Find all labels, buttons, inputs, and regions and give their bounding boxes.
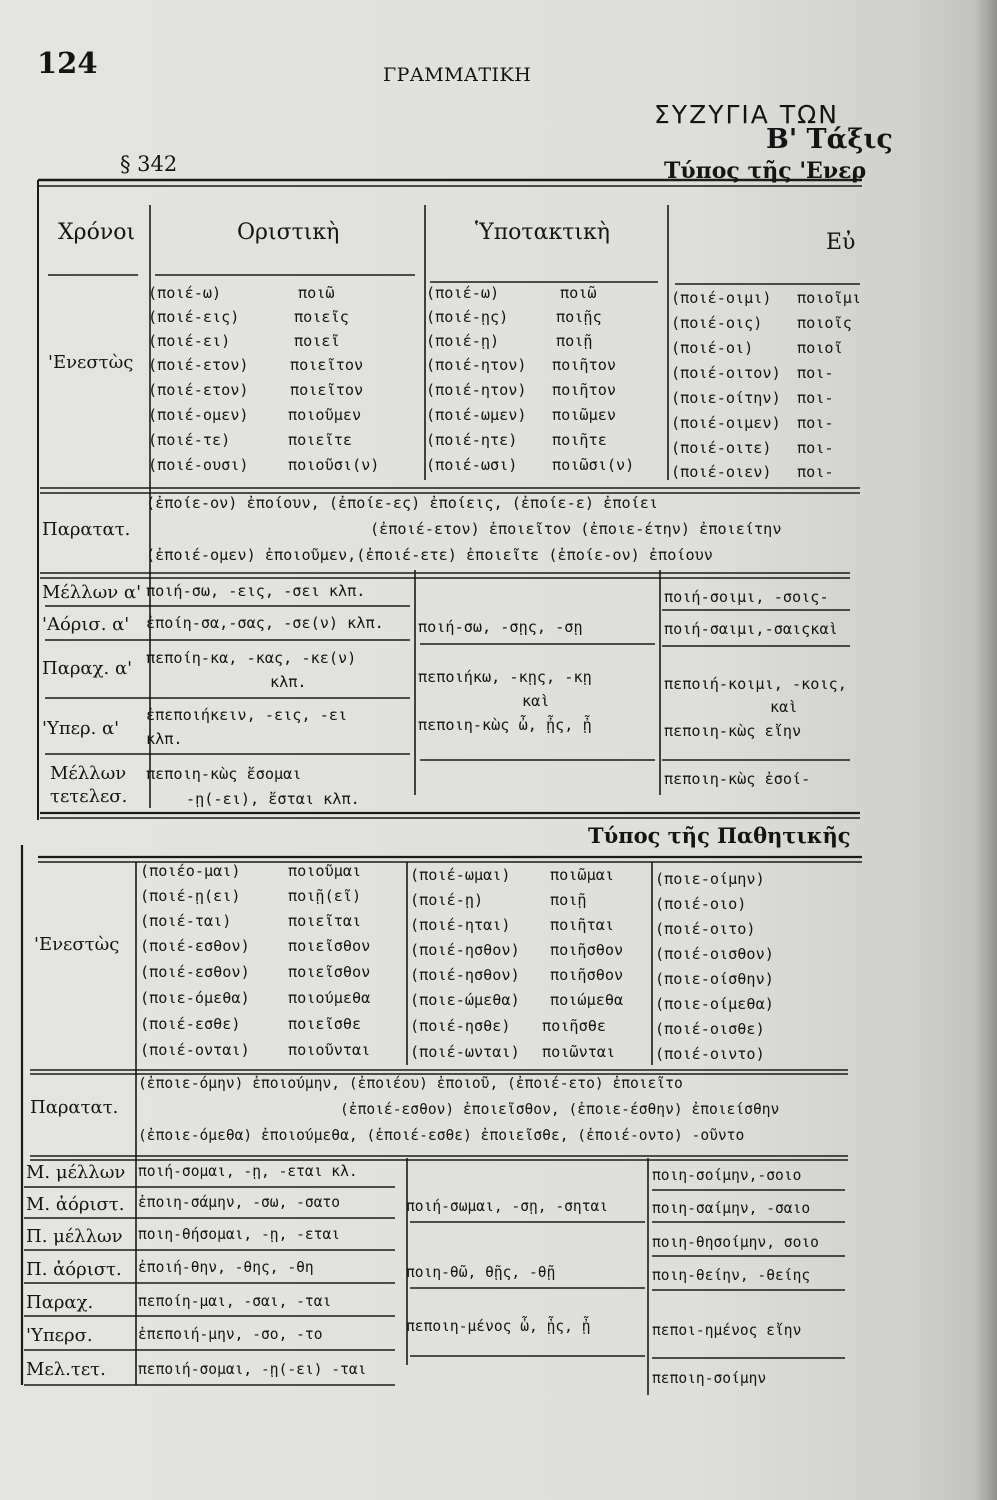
active-ind-contr-2: ποιεῖς xyxy=(294,308,349,326)
passive-row-ind-6: ἐπεποιή-μην, -σο, -το xyxy=(138,1326,323,1343)
active-ind-open-2: (ποιέ-εις) xyxy=(148,308,240,326)
passive-row-ind-1: ποιή-σομαι, -ῃ, -εται κλ. xyxy=(138,1163,358,1180)
active-perfect-ind-1: πεποίη-κα, -κας, -κε(ν) xyxy=(146,649,357,667)
active-ind-contr-5: ποιεῖτον xyxy=(290,381,364,399)
passive-opt-open-3: (ποιέ-οιτο) xyxy=(655,920,756,938)
active-subj-contr-4: ποιῆτον xyxy=(552,356,617,374)
header-optative: Εὐ xyxy=(826,230,856,255)
active-perfect-ind-2: κλπ. xyxy=(270,673,307,691)
passive-subj-open-6: (ποιε-ώμεθα) xyxy=(410,991,520,1009)
passive-opt-open-8: (ποιέ-οιντο) xyxy=(655,1045,765,1063)
active-opt-contr-4: ποι- xyxy=(797,364,834,382)
passive-opt-open-2: (ποιέ-οιο) xyxy=(655,895,747,913)
passive-imperfect-line-2: (ἐποιέ-εσθον) ἐποιεῖσθον, (ἐποιε-έσθην) ἐποιείσθην xyxy=(340,1101,780,1118)
active-opt-contr-3: ποιοῖ xyxy=(797,339,843,357)
active-subj-contr-5: ποιῆτον xyxy=(552,381,617,399)
active-subj-open-7: (ποιέ-ητε) xyxy=(426,431,518,449)
active-subj-contr-7: ποιῆτε xyxy=(552,431,607,449)
passive-row-label-7: Μελ.τετ. xyxy=(26,1359,106,1380)
passive-subj-open-1: (ποιέ-ωμαι) xyxy=(410,866,511,884)
passive-subj-open-7: (ποιέ-ησθε) xyxy=(410,1017,511,1035)
passive-subj-open-2: (ποιέ-ῃ) xyxy=(410,891,484,909)
passive-row-label-4: Π. ἀόριστ. xyxy=(26,1259,122,1280)
active-subj-open-1: (ποιέ-ω) xyxy=(426,284,500,302)
active-opt-contr-7: ποι- xyxy=(797,439,834,457)
active-opt-contr-6: ποι- xyxy=(797,414,834,432)
passive-ind-contr-2: ποιῇ(εῖ) xyxy=(288,887,362,905)
active-aorist-opt: ποιή-σαιμι,-σαιςκαὶ xyxy=(664,620,838,638)
title-line-2: Β' Τάξις xyxy=(766,124,893,155)
active-ind-open-7: (ποιέ-τε) xyxy=(148,431,231,449)
active-imperfect-line-2: (ἐποιέ-ετον) ἐποιεῖτον (ἐποιε-έτην) ἐποιείτην xyxy=(370,520,782,538)
header-tenses: Χρόνοι xyxy=(58,220,136,245)
passive-row-subj-4: ποιη-θῶ, θῇς, -θῇ xyxy=(406,1264,556,1281)
passive-row-ind-3: ποιη-θήσομαι, -ῃ, -εται xyxy=(138,1226,341,1243)
header-subjunctive: Ὑποτακτικὴ xyxy=(475,220,610,245)
passive-subj-open-8: (ποιέ-ωνται) xyxy=(410,1043,520,1061)
passive-ind-open-3: (ποιέ-ται) xyxy=(140,912,232,930)
section-number: § 342 xyxy=(120,152,178,176)
passive-row-opt-2: ποιη-σαίμην, -σαιο xyxy=(652,1200,811,1217)
passive-row-opt-6: πεποι-ημένος εἴην xyxy=(652,1322,802,1339)
passive-row-opt-3: ποιη-θησοίμην, σοιο xyxy=(652,1234,819,1251)
active-subj-open-5: (ποιέ-ητον) xyxy=(426,381,527,399)
passive-opt-open-6: (ποιε-οίμεθα) xyxy=(655,995,774,1013)
active-perfect-subj-1: πεποιήκω, -κῃς, -κῃ xyxy=(418,668,592,686)
passive-subj-contr-5: ποιῆσθον xyxy=(550,966,624,984)
active-future-label: Μέλλων α' xyxy=(42,582,142,603)
active-ind-contr-6: ποιοῦμεν xyxy=(288,406,362,424)
active-subj-open-8: (ποιέ-ωσι) xyxy=(426,456,518,474)
active-opt-open-2: (ποιέ-οις) xyxy=(671,314,763,332)
passive-subj-open-5: (ποιέ-ησθον) xyxy=(410,966,520,984)
passive-ind-contr-3: ποιεῖται xyxy=(288,912,362,930)
passive-subj-contr-2: ποιῇ xyxy=(550,891,587,909)
page-number: 124 xyxy=(37,46,98,80)
passive-ind-open-2: (ποιέ-ῃ(ει) xyxy=(140,887,241,905)
passive-subj-open-4: (ποιέ-ησθον) xyxy=(410,941,520,959)
passive-row-opt-7: πεποιη-σοίμην xyxy=(652,1370,767,1387)
active-ind-open-1: (ποιέ-ω) xyxy=(148,284,222,302)
passive-imperfect-line-1: (ἐποιε-όμην) ἐποιούμην, (ἐποιέου) ἐποιοῦ, (ἐποιέ-ετο) ἐποιεῖτο xyxy=(138,1075,683,1092)
active-aorist-ind: ἐποίη-σα,-σας, -σε(ν) κλπ. xyxy=(146,614,384,632)
active-imperfect-line-1: (ἐποίε-ον) ἐποίουν, (ἐποίε-ες) ἐποίεις, (ἐποίε-ε) ἐποίει xyxy=(146,494,659,512)
passive-row-label-6: 'Υπερσ. xyxy=(26,1325,93,1346)
passive-row-label-3: Π. μέλλων xyxy=(26,1226,123,1247)
active-ind-contr-4: ποιεῖτον xyxy=(290,356,364,374)
passive-ind-contr-6: ποιούμεθα xyxy=(288,989,371,1007)
passive-opt-open-1: (ποιε-οίμην) xyxy=(655,870,765,888)
active-subj-contr-1: ποιῶ xyxy=(560,284,597,302)
active-aorist-label: 'Αόρισ. α' xyxy=(42,614,130,635)
passive-row-subj-2: ποιή-σωμαι, -σῃ, -σηται xyxy=(406,1198,609,1215)
passive-subj-contr-1: ποιῶμαι xyxy=(550,866,615,884)
active-pluperfect-opt: πεποιη-κὼς εἴην xyxy=(664,722,802,740)
passive-ind-contr-4: ποιεῖσθον xyxy=(288,937,371,955)
passive-row-ind-4: ἐποιή-θην, -θης, -θη xyxy=(138,1259,314,1276)
passive-row-subj-6: πεποιη-μένος ὦ, ᾖς, ᾖ xyxy=(406,1318,591,1335)
active-present-label: 'Ενεστὼς xyxy=(48,352,134,373)
active-pluperfect-label: 'Υπερ. α' xyxy=(42,718,120,739)
passive-ind-open-4: (ποιέ-εσθον) xyxy=(140,937,250,955)
active-perfect-label: Παραχ. α' xyxy=(42,658,133,679)
active-futperf-ind-2: -ῃ(-ει), ἔσται κλπ. xyxy=(186,790,360,808)
passive-subj-open-3: (ποιέ-ηται) xyxy=(410,916,511,934)
active-futperf-label-1: Μέλλων xyxy=(50,763,127,784)
passive-imperfect-line-3: (ἐποιε-όμεθα) ἐποιούμεθα, (ἐποιέ-εσθε) ἐποιεῖσθε, (ἐποιέ-οντο) -οῦντο xyxy=(138,1127,745,1144)
active-aorist-subj: ποιή-σω, -σῃς, -σῃ xyxy=(418,618,583,636)
passive-ind-open-6: (ποιε-όμεθα) xyxy=(140,989,250,1007)
active-subj-contr-6: ποιῶμεν xyxy=(552,406,617,424)
passive-row-ind-5: πεποίη-μαι, -σαι, -ται xyxy=(138,1293,332,1310)
active-opt-contr-1: ποιοῖμι xyxy=(797,289,862,307)
active-future-ind: ποιή-σω, -εις, -σει κλπ. xyxy=(146,582,366,600)
active-futperf-ind-1: πεποιη-κὼς ἔσομαι xyxy=(146,765,302,783)
passive-opt-open-5: (ποιε-οίσθην) xyxy=(655,970,774,988)
active-opt-open-7: (ποιέ-οιτε) xyxy=(671,439,772,457)
passive-subj-contr-4: ποιῆσθον xyxy=(550,941,624,959)
active-perfect-opt-1: πεποιή-κοιμι, -κοις, xyxy=(664,675,847,693)
passive-subj-contr-8: ποιῶνται xyxy=(542,1043,616,1061)
active-subj-contr-3: ποιῇ xyxy=(556,332,593,350)
active-ind-open-3: (ποιέ-ει) xyxy=(148,332,231,350)
passive-ind-contr-8: ποιοῦνται xyxy=(288,1041,371,1059)
passive-ind-open-8: (ποιέ-ονται) xyxy=(140,1041,250,1059)
active-opt-open-4: (ποιέ-οιτον) xyxy=(671,364,781,382)
active-futperf-opt: πεποιη-κὼς ἐσοί- xyxy=(664,770,811,788)
passive-ind-open-7: (ποιέ-εσθε) xyxy=(140,1015,241,1033)
active-opt-open-8: (ποιέ-οιεν) xyxy=(671,463,772,481)
passive-opt-open-4: (ποιέ-οισθον) xyxy=(655,945,774,963)
passive-subj-contr-3: ποιῆται xyxy=(550,916,615,934)
active-pluperfect-ind-2: κλπ. xyxy=(146,730,183,748)
active-ind-open-5: (ποιέ-ετον) xyxy=(148,381,249,399)
active-ind-contr-1: ποιῶ xyxy=(298,284,335,302)
passive-row-ind-2: ἐποιη-σάμην, -σω, -σατο xyxy=(138,1194,341,1211)
active-opt-contr-2: ποιοῖς xyxy=(797,314,852,332)
title-line-1: ΣΥΖΥΓΙΑ ΤΩΝ xyxy=(654,100,839,129)
passive-row-label-5: Παραχ. xyxy=(26,1292,94,1313)
active-subj-open-2: (ποιέ-ῃς) xyxy=(426,308,509,326)
active-opt-contr-5: ποι- xyxy=(797,389,834,407)
passive-imperfect-label: Παρατατ. xyxy=(30,1097,119,1118)
running-head: ΓΡΑΜΜΑΤΙΚΗ xyxy=(383,64,532,86)
active-subj-contr-8: ποιῶσι(ν) xyxy=(552,456,635,474)
active-imperfect-line-3: (ἐποιέ-ομεν) ἐποιοῦμεν,(ἐποιέ-ετε) ἐποιεῖτε (ἐποίε-ον) ἐποίουν xyxy=(146,546,713,564)
active-ind-open-8: (ποιέ-ουσι) xyxy=(148,456,249,474)
active-opt-open-1: (ποιέ-οιμι) xyxy=(671,289,772,307)
active-ind-contr-7: ποιεῖτε xyxy=(288,431,353,449)
passive-subj-contr-7: ποιῆσθε xyxy=(542,1017,607,1035)
active-future-opt: ποιή-σοιμι, -σοις- xyxy=(664,588,829,606)
active-ind-contr-3: ποιεῖ xyxy=(294,332,340,350)
active-perfect-opt-2: καὶ xyxy=(770,698,798,716)
passive-row-opt-1: ποιη-σοίμην,-σοιο xyxy=(652,1167,802,1184)
passive-opt-open-7: (ποιέ-οισθε) xyxy=(655,1020,765,1038)
active-perfect-subj-2: καὶ xyxy=(522,692,550,710)
passive-row-opt-4: ποιη-θείην, -θείης xyxy=(652,1267,811,1284)
passive-ind-open-1: (ποιέο-μαι) xyxy=(140,862,241,880)
active-futperf-label-2: τετελεσ. xyxy=(50,786,128,807)
passive-row-label-1: Μ. μέλλων xyxy=(26,1162,126,1183)
passive-ind-contr-7: ποιεῖσθε xyxy=(288,1015,362,1033)
active-opt-open-6: (ποιέ-οιμεν) xyxy=(671,414,781,432)
active-ind-open-4: (ποιέ-ετον) xyxy=(148,356,249,374)
passive-row-label-2: Μ. ἀόριστ. xyxy=(26,1194,125,1215)
passive-row-ind-7: πεποιή-σομαι, -ῃ(-ει) -ται xyxy=(138,1361,367,1378)
active-subj-open-4: (ποιέ-ητον) xyxy=(426,356,527,374)
active-subj-open-3: (ποιέ-ῃ) xyxy=(426,332,500,350)
passive-ind-open-5: (ποιέ-εσθον) xyxy=(140,963,250,981)
passive-ind-contr-5: ποιεῖσθον xyxy=(288,963,371,981)
header-indicative: Οριστικὴ xyxy=(237,220,340,245)
active-subj-open-6: (ποιέ-ωμεν) xyxy=(426,406,527,424)
passive-title: Τύπος τῆς Παθητικῆς xyxy=(588,823,851,848)
title-line-3: Τύπος τῆς 'Ενερ xyxy=(664,158,867,184)
active-ind-contr-8: ποιοῦσι(ν) xyxy=(288,456,380,474)
active-imperfect-label: Παρατατ. xyxy=(42,519,131,540)
active-ind-open-6: (ποιέ-ομεν) xyxy=(148,406,249,424)
active-opt-open-3: (ποιέ-οι) xyxy=(671,339,754,357)
active-opt-open-5: (ποιε-οίτην) xyxy=(671,389,781,407)
active-pluperfect-subj: πεποιη-κὼς ὦ, ᾖς, ᾖ xyxy=(418,716,592,734)
passive-subj-contr-6: ποιώμεθα xyxy=(550,991,624,1009)
passive-ind-contr-1: ποιοῦμαι xyxy=(288,862,362,880)
active-pluperfect-ind-1: ἐπεποιήκειν, -εις, -ει xyxy=(146,706,348,724)
active-subj-contr-2: ποιῇς xyxy=(556,308,602,326)
active-opt-contr-8: ποι- xyxy=(797,463,834,481)
passive-present-label: 'Ενεστὼς xyxy=(34,934,120,955)
